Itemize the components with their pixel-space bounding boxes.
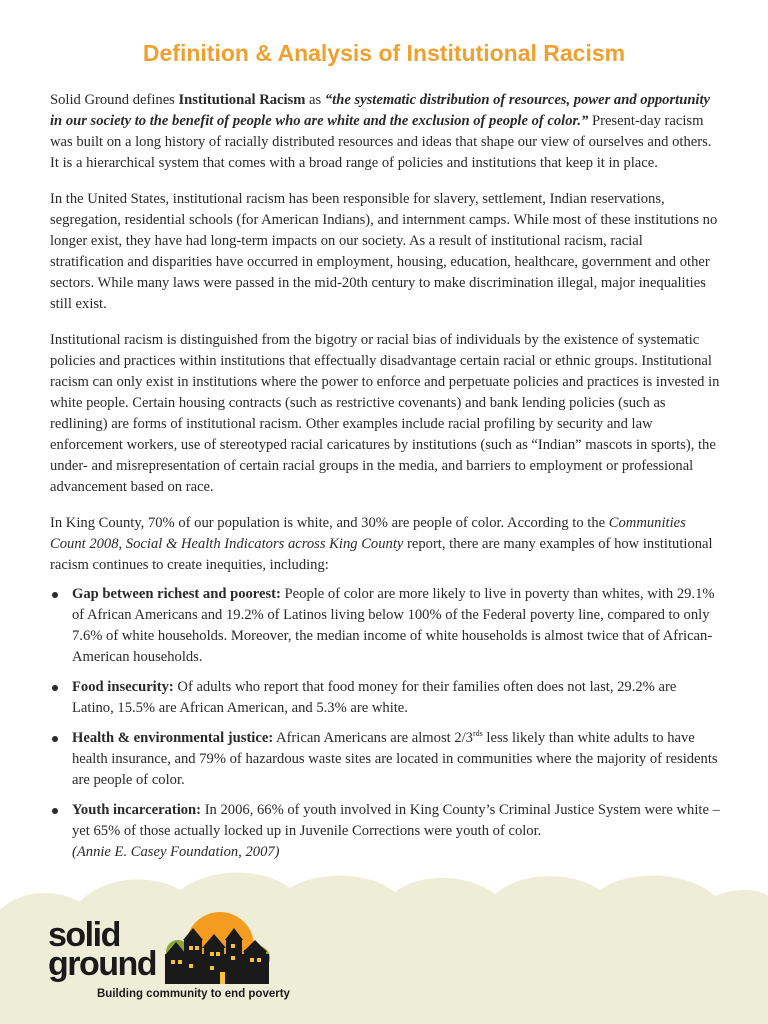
logo-text-ground: ground	[48, 945, 157, 983]
text-run: Solid Ground defines	[50, 92, 179, 108]
inequities-list	[50, 584, 720, 863]
definition-quote: “the systematic distribution of resources, power and opportunity in our society to the benefit of people who are white and the exclusion of people of color.”	[50, 92, 711, 129]
text-run: Present-day racism was built on a long history of racially distributed resources and ideas that shape our view of ourselves and others. It is a hierarchical system that comes with a broad range of policies and institutions that keep it in place.	[50, 113, 712, 171]
bullet-text: People of color are more likely to live in poverty than whites, with 29.1% of African Americans and 19.2% of Latinos living below 100% of the Federal poverty line, compared to only 7.6% of white households. Moreover, the median income of white households is almost twice that of African-American households.	[72, 586, 715, 665]
report-title: Communities Count 2008, Social & Health Indicators across King County	[50, 515, 686, 552]
logo-houses-icon	[162, 908, 272, 988]
list-item	[50, 800, 720, 863]
bullet-heading: Health & environmental justice:	[72, 730, 274, 746]
paragraph-king-county	[50, 513, 720, 576]
bullet-heading: Gap between richest and poorest:	[72, 586, 281, 602]
bullet-text: In 2006, 66% of youth involved in King County’s Criminal Justice System were white – yet 65% of those actually locked up in Juvenile Corrections were youth of color.	[72, 802, 720, 839]
logo-tagline: Building community to end poverty	[97, 988, 290, 1000]
bullet-text: less likely than white adults to have health insurance, and 79% of hazardous waste sites are located in communities where the majority of residents are people of color.	[72, 730, 718, 788]
list-item	[50, 677, 720, 719]
logo-text-solid: solid	[48, 916, 120, 954]
citation: (Annie E. Casey Foundation, 2007)	[72, 844, 280, 860]
page-title: Definition & Analysis of Institutional Racism	[142, 40, 626, 66]
document-body	[50, 90, 720, 872]
term-institutional-racism: Institutional Racism	[178, 92, 306, 108]
paragraph-history: In the United States, institutional racism has been responsible for slavery, settlement, Indian reservations, segregation, residential schools (for American Indians), and internment camps. While most of these institutions no longer exist, they have had long-term impacts on our society. As a result of institutional racism, racial stratification and disparities have occurred in employment, housing, education, healthcare, government and other sectors. While many laws were passed in the mid-20th century to make discrimination illegal, major inequalities still exist.	[50, 191, 718, 312]
text-run: In King County, 70% of our population is white, and 30% are people of color. According to the	[50, 515, 609, 531]
text-run: report, there are many examples of how institutional racism continues to create inequities, including:	[50, 536, 713, 573]
superscript: rds	[472, 729, 483, 739]
bullet-text: Of adults who report that food money for their families often does not last, 29.2% are Latino, 15.5% are African American, and 5.3% are white.	[72, 679, 677, 716]
bullet-heading: Food insecurity:	[72, 679, 174, 695]
bullet-text: African Americans are almost 2/3	[273, 730, 473, 746]
paragraph-distinction: Institutional racism is distinguished from the bigotry or racial bias of individuals by the existence of systematic policies and practices within institutions that effectually disadvantage certain racial or ethnic groups. Institutional racism can only exist in institutions where the power to enforce and perpetuate policies and practices is invested in white people. Certain housing contracts (such as restrictive covenants) and bank lending policies (such as redlining) are forms of institutional racism. Other examples include racial profiling by security and law enforcement workers, use of stereotyped racial caricatures by institutions (such as “Indian” mascots in sports), the under- and misrepresentation of certain racial groups in the media, and barriers to employment or professional advancement based on race.	[50, 332, 720, 495]
bullet-heading: Youth incarceration:	[72, 802, 202, 818]
paragraph-definition	[50, 90, 720, 174]
list-item	[50, 728, 720, 791]
text-run: as	[305, 92, 325, 108]
list-item	[50, 584, 720, 668]
